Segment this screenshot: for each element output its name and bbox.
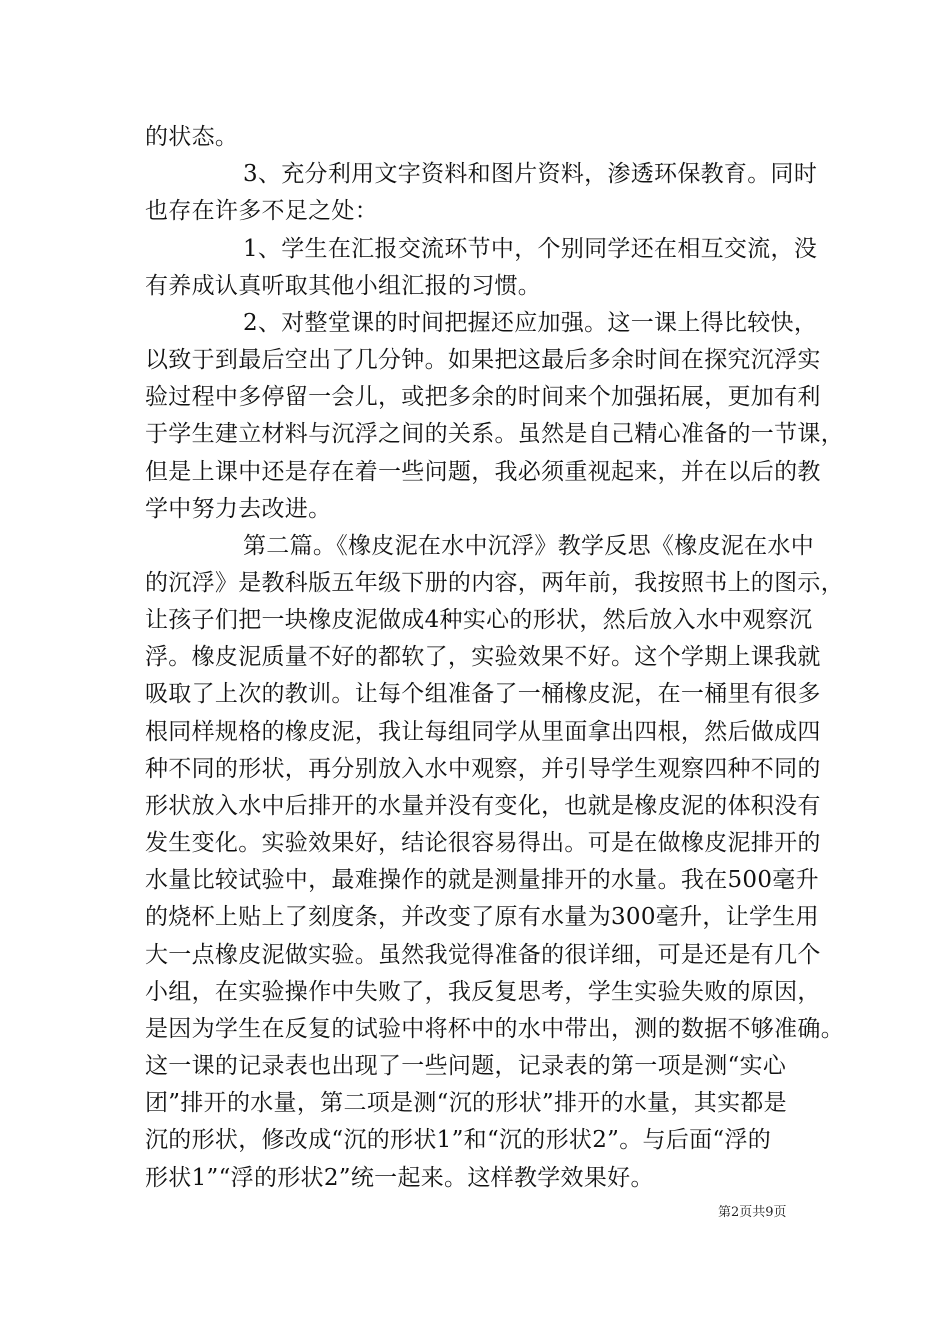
text-line: 但是上课中还是存在着一些问题，我必须重视起来，并在以后的教: [145, 459, 821, 485]
text-line: 的烧杯上贴上了刻度条，并改变了原有水量为300毫升，让学生用: [145, 904, 819, 930]
text-line: 于学生建立材料与沉浮之间的关系。虽然是自己精心准备的一节课，: [145, 421, 844, 447]
text-line: 小组，在实验操作中失败了，我反复思考，学生实验失败的原因，: [145, 979, 821, 1005]
text-line: 是因为学生在反复的试验中将杯中的水中带出，测的数据不够准确。: [145, 1016, 844, 1042]
text-line: 大一点橡皮泥做实验。虽然我觉得准备的很详细，可是还是有几个: [145, 942, 821, 968]
text-line: 3、充分利用文字资料和图片资料，渗透环保教育。同时: [243, 161, 818, 187]
text-line: 让孩子们把一块橡皮泥做成4种实心的形状，然后放入水中观察沉: [145, 607, 813, 633]
text-line: 种不同的形状，再分别放入水中观察，并引导学生观察四种不同的: [145, 756, 821, 782]
text-line: 这一课的记录表也出现了一些问题，记录表的第一项是测“实心: [145, 1053, 787, 1079]
text-line: 水量比较试验中，最难操作的就是测量排开的水量。我在500毫升: [145, 867, 819, 893]
text-line: 1、学生在汇报交流环节中，个别同学还在相互交流，没: [243, 236, 818, 262]
text-line: 2、对整堂课的时间把握还应加强。这一课上得比较快，: [243, 310, 818, 336]
text-line: 根同样规格的橡皮泥，我让每组同学从里面拿出四根，然后做成四: [145, 719, 821, 745]
text-line: 吸取了上次的教训。让每个组准备了一桶橡皮泥，在一桶里有很多: [145, 681, 821, 707]
text-line: 也存在许多不足之处：: [145, 198, 378, 224]
text-line: 学中努力去改进。: [145, 496, 332, 522]
page-number: 第2页共9页: [718, 1205, 787, 1220]
text-line: 沉的形状，修改成“沉的形状1”和“沉的形状2”。与后面“浮的: [145, 1127, 772, 1153]
text-line: 的沉浮》是教科版五年级下册的内容，两年前，我按照书上的图示，: [145, 570, 844, 596]
text-line: 有养成认真听取其他小组汇报的习惯。: [145, 273, 542, 299]
text-line: 验过程中多停留一会儿，或把多余的时间来个加强拓展，更加有利: [145, 384, 821, 410]
text-line: 形状1”“浮的形状2”统一起来。这样教学效果好。: [145, 1165, 654, 1191]
text-line: 团”排开的水量，第二项是测“沉的形状”排开的水量，其实都是: [145, 1090, 787, 1116]
text-line: 发生变化。实验效果好，结论很容易得出。可是在做橡皮泥排开的: [145, 830, 821, 856]
text-line: 浮。橡皮泥质量不好的都软了，实验效果不好。这个学期上课我就: [145, 644, 821, 670]
text-line: 形状放入水中后排开的水量并没有变化，也就是橡皮泥的体积没有: [145, 793, 821, 819]
text-line: 第二篇。《橡皮泥在水中沉浮》教学反思《橡皮泥在水中: [243, 533, 814, 559]
text-line: 的状态。: [145, 124, 239, 150]
text-line: 以致于到最后空出了几分钟。如果把这最后多余时间在探究沉浮实: [145, 347, 821, 373]
